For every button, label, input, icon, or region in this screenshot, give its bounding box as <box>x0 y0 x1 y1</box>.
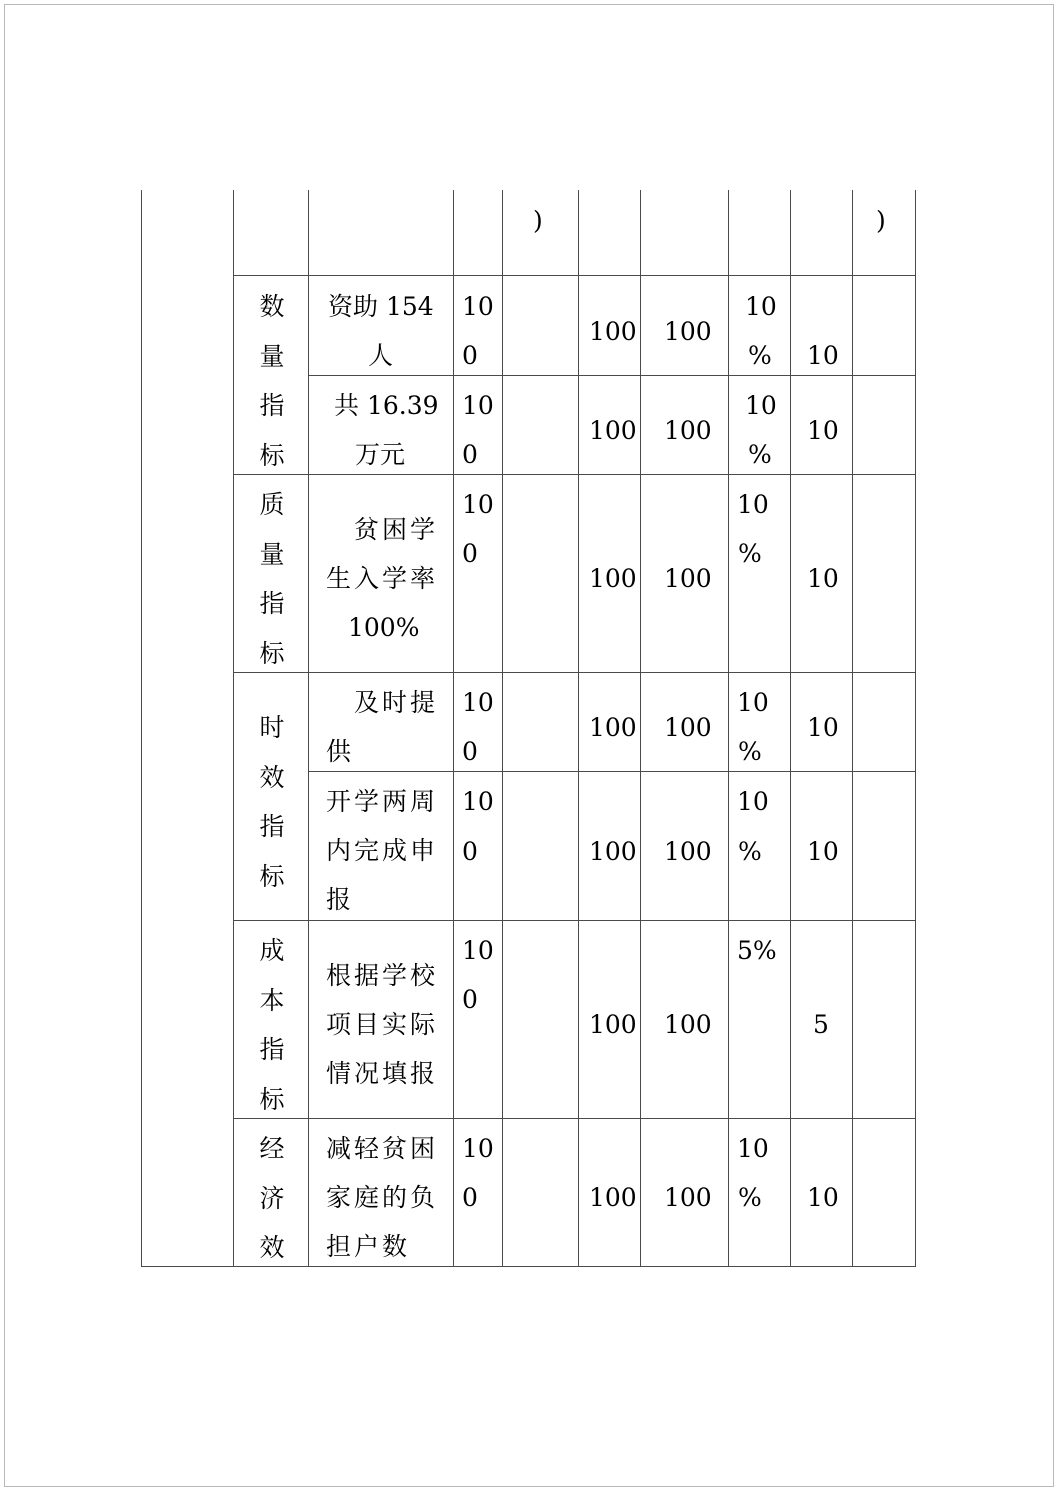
target-value: 10 <box>462 490 494 519</box>
actual-value: 100 <box>664 837 712 866</box>
weight-value: 10 <box>745 391 777 420</box>
target-value: 10 <box>462 787 494 816</box>
col-divider <box>308 190 309 1267</box>
target-value: 0 <box>462 737 478 766</box>
weight-value: % <box>738 539 762 568</box>
weight-value: % <box>738 837 762 866</box>
target-value: 0 <box>462 985 478 1014</box>
target-value: 10 <box>462 292 494 321</box>
plan-value: 100 <box>589 1010 637 1039</box>
indicator-cell: 减轻贫困家庭的负担户数 <box>326 1134 439 1261</box>
target-value: 0 <box>462 440 478 469</box>
indicator-cell: 人 <box>368 341 394 370</box>
document-page <box>4 4 1054 1487</box>
indicator-cell: 共 16.39 <box>334 391 439 420</box>
score-value: 10 <box>807 837 839 866</box>
continued-cell-paren: ) <box>876 206 886 235</box>
col-divider <box>640 190 641 1267</box>
col-divider <box>578 190 579 1267</box>
row-divider <box>233 672 916 673</box>
plan-value: 100 <box>589 416 637 445</box>
indicator-cell: 开学两周内完成申报 <box>326 787 439 914</box>
col-divider <box>790 190 791 1267</box>
target-value: 10 <box>462 391 494 420</box>
plan-value: 100 <box>589 317 637 346</box>
category-quality: 质 量 指 标 <box>259 490 285 668</box>
actual-value: 100 <box>664 1010 712 1039</box>
indicator-cell: 及时提供 <box>326 688 439 766</box>
target-value: 0 <box>462 1183 478 1212</box>
target-value: 10 <box>462 688 494 717</box>
weight-value: % <box>748 341 772 370</box>
weight-value: 10 <box>745 292 777 321</box>
target-value: 10 <box>462 1134 494 1163</box>
plan-value: 100 <box>589 564 637 593</box>
continued-cell-paren: ) <box>533 206 543 235</box>
weight-value: 5% <box>737 936 777 965</box>
score-value: 5 <box>813 1010 829 1039</box>
weight-value: % <box>748 440 772 469</box>
target-value: 10 <box>462 936 494 965</box>
target-value: 0 <box>462 341 478 370</box>
row-divider <box>233 1118 916 1119</box>
col-divider <box>233 190 234 1267</box>
score-value: 10 <box>807 416 839 445</box>
actual-value: 100 <box>664 1183 712 1212</box>
col-divider <box>502 190 503 1267</box>
col-divider <box>728 190 729 1267</box>
indicator-cell-percent: 100% <box>348 613 420 642</box>
indicator-cell: 贫困学生入学率 <box>326 515 439 593</box>
weight-value: % <box>738 1183 762 1212</box>
score-value: 10 <box>807 1183 839 1212</box>
row-divider <box>233 474 916 475</box>
category-economic: 经 济 效 <box>259 1134 285 1262</box>
category-quantity: 数 量 指 标 <box>259 292 285 470</box>
actual-value: 100 <box>664 713 712 742</box>
weight-value: 10 <box>737 787 769 816</box>
table-border-left <box>141 190 142 1267</box>
table-border-right <box>915 190 916 1267</box>
category-cost: 成 本 指 标 <box>259 936 285 1114</box>
score-value: 10 <box>807 341 839 370</box>
actual-value: 100 <box>664 564 712 593</box>
weight-value: 10 <box>737 490 769 519</box>
target-value: 0 <box>462 539 478 568</box>
category-timeliness: 时 效 指 标 <box>259 713 285 891</box>
plan-value: 100 <box>589 837 637 866</box>
indicator-cell: 根据学校项目实际情况填报 <box>326 961 439 1088</box>
score-value: 10 <box>807 564 839 593</box>
col-divider <box>453 190 454 1267</box>
weight-value: % <box>738 737 762 766</box>
indicator-cell: 万元 <box>355 440 406 469</box>
plan-value: 100 <box>589 713 637 742</box>
actual-value: 100 <box>664 416 712 445</box>
weight-value: 10 <box>737 688 769 717</box>
row-divider <box>233 275 916 276</box>
score-value: 10 <box>807 713 839 742</box>
target-value: 0 <box>462 837 478 866</box>
indicator-cell: 资助 154 <box>328 292 434 321</box>
col-divider <box>852 190 853 1267</box>
plan-value: 100 <box>589 1183 637 1212</box>
weight-value: 10 <box>737 1134 769 1163</box>
actual-value: 100 <box>664 317 712 346</box>
